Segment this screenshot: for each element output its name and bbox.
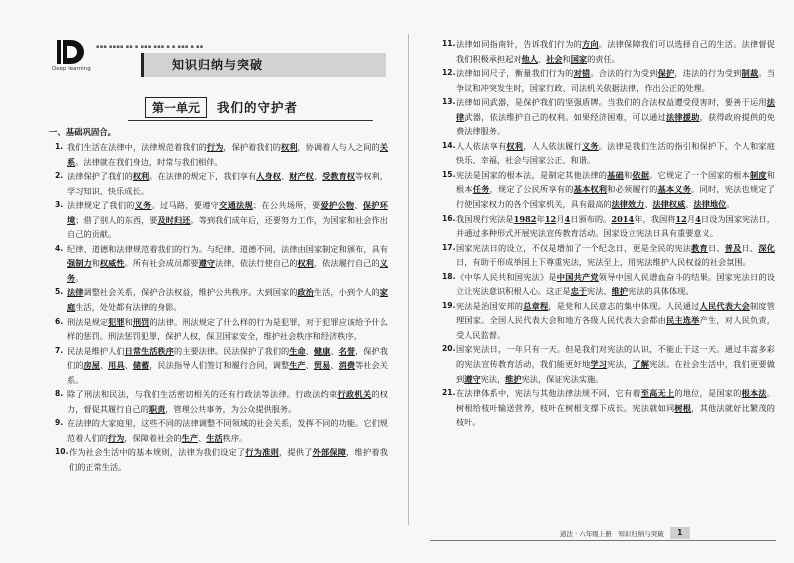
knowledge-point-item [442, 168, 775, 212]
item-text: 作为社会生活中的基本规则，法律为我们设定了行为准则，提供了外部保障，维护着我们的正常生活。 [69, 447, 388, 473]
item-text: 民法是维护人们日常生活秩序的主要法律。民法保护了我们的生命、健康、名誉，保护我们的房屋、用具、储蓄，民法指导人们签订和履行合同，调整生产、贸易、消费等社会关系。 [67, 345, 388, 385]
item-number: 10. [55, 447, 69, 457]
column-divider [408, 34, 409, 525]
item-text: 宪法是治国安邦的总章程，是党和人民意志的集中体现。人民通过人民代表大会制度管理国家。全国人民代表大会和地方各级人民代表大会都由民主选举产生，对人民负责，受人民监督。 [456, 300, 775, 340]
item-number: 1. [55, 142, 64, 151]
knowledge-point-item [55, 242, 388, 286]
unit-divider [128, 120, 373, 121]
item-text: 国家宪法日，一年只有一天。但是我们对宪法的认识，不能止于这一天。通过丰富多彩的宪法宣传教育活动，我们能更好地学习宪法，了解宪法。在社会生活中，我们更要做到遵守宪法，维护宪法，保证宪法实施。 [456, 344, 775, 384]
item-number: 4. [55, 243, 64, 253]
knowledge-point-item [55, 445, 388, 474]
item-text: 法律保护了我们的权利。在法律的规定下，我们享有人身权、财产权、受教育权等权利，学习知识、快乐成长。 [67, 171, 388, 196]
item-number: 6. [55, 316, 64, 326]
knowledge-point-item [442, 37, 775, 66]
header-small-text: ▪▪▪ ▪▪▪▪ ▪▪ ▪ ▪▪▪ ▪▪▪ ▪ ▪ ▪▪▪ ▪ ▪▪ [96, 44, 204, 50]
unit-name: 我们的守护者 [217, 100, 299, 115]
logo-caption: Deep learning [52, 66, 91, 72]
knowledge-point-item [55, 315, 388, 344]
knowledge-point-item [55, 169, 388, 198]
right-column [442, 37, 775, 430]
knowledge-point-item [442, 212, 775, 241]
page-banner-title: 知识归纳与突破 [141, 53, 386, 77]
item-text: 在法律的大家庭里，这些不同的法律调整不同领域的社会关系，发挥不同的功能。它们规范着人们的行为，保障着社会的生产、生活秩序。 [67, 418, 388, 443]
item-text: 在法律体系中，宪法与其他法律法规不同，它有着至高无上的地位，是国家的根本法。树根给枝叶输送营养，枝叶在树根支撑下成长。宪法就如同树根，其他法就好比繁茂的枝叶。 [456, 388, 775, 428]
knowledge-point-item [442, 66, 775, 95]
knowledge-point-item [442, 299, 775, 343]
item-number: 20. [442, 344, 456, 354]
item-number: 2. [55, 171, 64, 181]
item-text: 法律如同指南针，告诉我们行为的方向。法律保障我们可以选择自己的生活。法律督促我们积极承担起对他人、社会和国家的责任。 [456, 39, 775, 64]
knowledge-point-item [442, 270, 775, 299]
knowledge-point-item [55, 140, 388, 169]
knowledge-point-item [55, 416, 388, 445]
knowledge-point-item [442, 241, 775, 270]
footer-text: 道法 · 六年级上册 知识归纳与突破 [560, 529, 664, 538]
item-text: 纪律、道德和法律规范着我们的行为。与纪律、道德不同，法律由国家制定和颁布，具有强制力和权威性。所有社会成员都要遵守法律，依法行使自己的权利，依法履行自己的义务。 [67, 243, 388, 283]
section-heading: 一、基础巩固合。 [49, 127, 116, 137]
knowledge-point-item [442, 139, 775, 168]
item-text: 人人依法享有权利，人人依法履行义务。法律是我们生活的指引和保护下，个人和家庭快乐、幸福，社会与国家公正、和谐。 [456, 140, 775, 166]
item-number: 19. [442, 300, 456, 310]
item-text: 法律如同武器，是保护我们的坚强盾牌。当我们的合法权益遭受侵害时，要善于运用法律武器，依法维护自己的权利。如果经济困难，可以通过法律援助，获得政府提供的免费法律服务。 [456, 97, 775, 137]
item-text: 我们生活在法律中，法律规范着我们的行为，保护着我们的权利，协调着人与人之间的关系。法律就在我们身边，时常与我们相伴。 [67, 142, 388, 167]
knowledge-point-item [55, 344, 388, 388]
item-number: 7. [55, 345, 64, 355]
item-number: 14. [442, 140, 456, 150]
deep-learning-logo-icon [55, 38, 91, 66]
knowledge-point-item [55, 285, 388, 314]
unit-label: 第一单元 [145, 97, 207, 118]
item-text: 刑法是规定犯罪和刑罚的法律。刑法规定了什么样的行为是犯罪，对于犯罪应该给予什么样的惩罚。刑法惩罚犯罪，保护人权，保卫国家安全，维护社会秩序和经济秩序。 [67, 316, 388, 342]
knowledge-point-item [55, 387, 388, 416]
knowledge-point-item [442, 386, 775, 430]
item-number: 8. [55, 389, 64, 399]
item-number: 13. [442, 97, 456, 107]
knowledge-point-item [442, 342, 775, 386]
left-column [55, 140, 388, 475]
footer-rule [430, 540, 776, 541]
item-text: 法律调整社会关系，保护合法权益，维护公共秩序。大到国家的政治生活，小到个人的家庭生活，处处都有法律的身影。 [67, 287, 388, 313]
unit-heading [145, 97, 298, 117]
item-text: 国家宪法日的设立，不仅是增加了一个纪念日，更是全民的宪法教育日、普及日、深化日，有助于形成举国上下尊重宪法，宪法至上，用宪法维护人民权益的社会氛围。 [456, 242, 775, 268]
knowledge-point-item [442, 95, 775, 139]
item-text: 法律如同尺子，衡量我们行为的对错。合法的行为受到保护，违法的行为受到制裁。当争议和冲突发生时，国家行政、司法机关依据法律，作出公正的处理。 [456, 68, 775, 93]
item-text: 除了刑法和民法，与我们生活密切相关的还有行政法等法律。行政法约束行政机关的权力，督促其履行自己的职责，管理公共事务，为公众提供服务。 [67, 389, 388, 414]
item-text: 我国现行宪法是1982年12月4日颁布的。2014年，我国将12月4日设为国家宪法日，并通过多种形式开展宪法宣传教育活动。国家设立宪法日具有重要意义。 [456, 213, 775, 239]
knowledge-point-item [55, 198, 388, 242]
item-number: 3. [55, 200, 64, 210]
item-text: 法律规定了我们的义务。过马路，要遵守交通法规；在公共场所，要爱护公物、保护环境；借了别人的东西，要及时归还。等到我们成年后，还要努力工作，为国家和社会作出自己的贡献。 [67, 200, 388, 240]
item-text: 宪法是国家的根本法，是制定其他法律的基础和依据。它规定了一个国家的根本制度和根本任务，规定了公民所享有的基本权利和必须履行的基本义务。同时，宪法也规定了行使国家权力的各个国家机关，具有最高的法律效力、法律权威、法律地位。 [456, 169, 775, 210]
item-text: 《中华人民共和国宪法》是中国共产党领导中国人民谱血奋斗的结果。国家宪法日的设立让宪法意识积根人心。这正是忠于宪法、维护宪法的具体体现。 [456, 271, 775, 297]
item-number: 17. [442, 242, 456, 252]
item-number: 12. [442, 68, 456, 78]
item-number: 9. [55, 418, 64, 428]
item-number: 18. [442, 271, 456, 281]
page-number: 1 [670, 527, 690, 539]
item-number: 15. [442, 169, 456, 179]
item-number: 5. [55, 287, 64, 297]
item-number: 11. [442, 39, 456, 48]
item-number: 21. [442, 388, 456, 398]
item-number: 16. [442, 213, 456, 223]
page-footer [560, 527, 690, 539]
